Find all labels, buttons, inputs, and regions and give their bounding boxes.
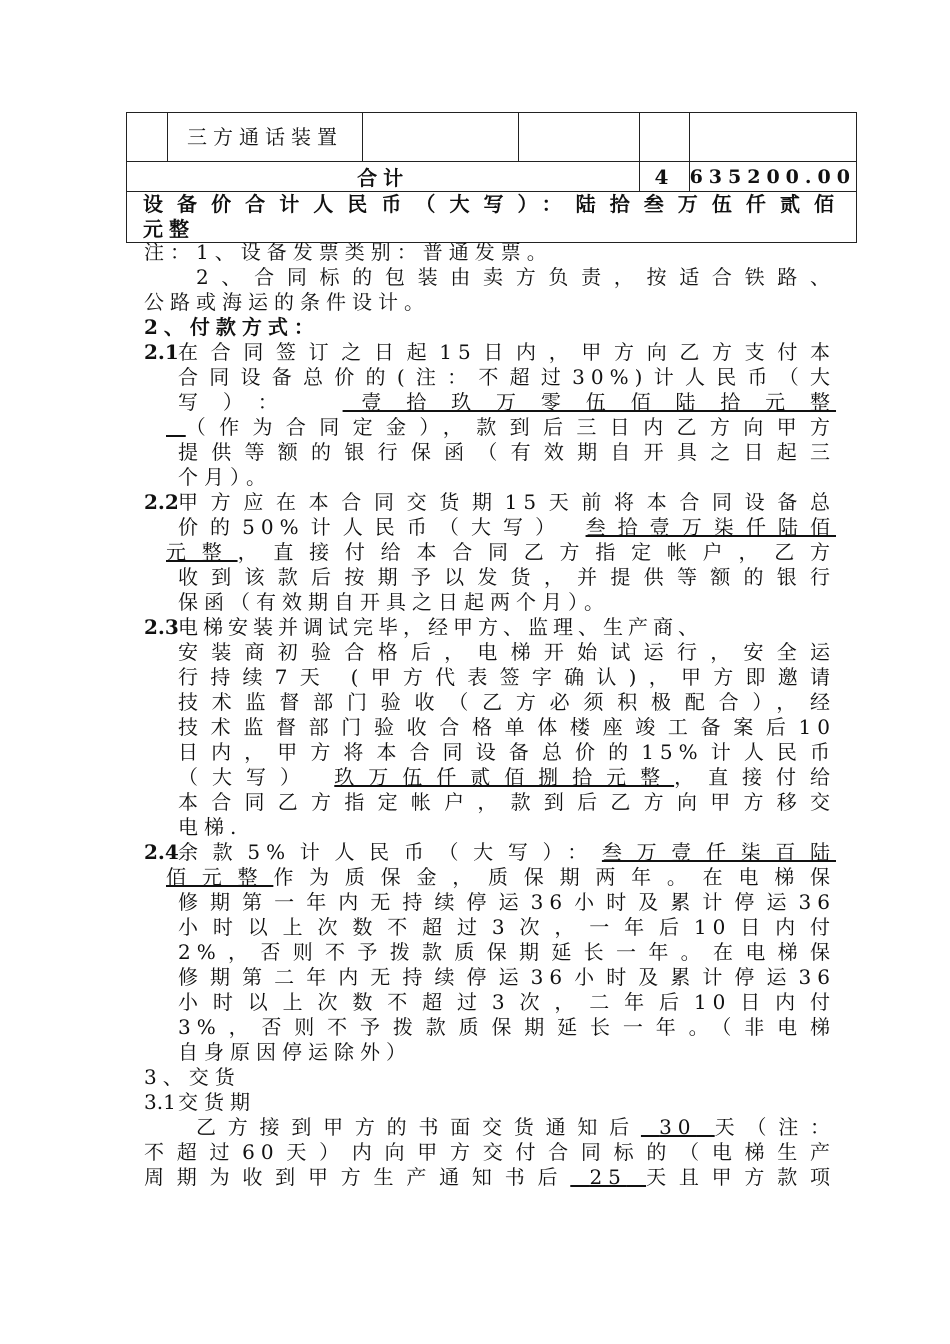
clause-2-3-number: 2.3	[144, 615, 179, 639]
clause-2-4-number: 2.4	[144, 840, 179, 864]
delivery-line-2: 不超过60天）内向甲方交付合同标的（电梯生产	[144, 1140, 836, 1164]
sum-text-line2: 元整	[143, 217, 195, 241]
delivery-line-1: 乙方接到甲方的书面交货通知后 30 天（注：	[196, 1115, 837, 1139]
note-1: 注：1、设备发票类别：普通发票。	[144, 240, 553, 264]
sum-text-line1: 设备价合计人民币（大写）：陆拾叁万伍仟贰佰	[143, 192, 840, 216]
table-row	[127, 113, 857, 162]
clause-2-3: 电梯安装并调试完毕，经甲方、监理、生产商、 安装商初验合格后，电梯开始试运行，安全运 行持续7天 (甲方代表签字确认)，甲方即邀请 技术监督部门验收（乙方必须积极配合），经 技术监督部门验收合格单体楼座竣工备案后10 日内，甲方将本合同设备总价的15%计人民币 （大写） 玖万伍仟贰佰捌拾元整，直接付给 本合同乙方指定帐户，款到后乙方向甲方移交 电梯.	[178, 615, 837, 839]
clause-2-1-number: 2.1	[144, 340, 179, 364]
clause-2-4: 余款5%计人民币（大写）：叁万壹仟柒百陆 佰元整作为质保金，质保期两年。在电梯保 修期第一年内无持续停运36小时及累计停运36 小时以上次数不超过3次，一年后10日内付 2%，否则不予拨款质保期延长一年。在电梯保 修期第二年内无持续停运36小时及累计停运36 小时以上次数不超过3次，二年后10日内付 3%，否则不予拨款质保期延长一年。（非电梯 自身原因停运除外）	[166, 840, 837, 1064]
deposit-amount: 壹拾玖万零伍佰陆拾元整	[342, 390, 837, 414]
equipment-table	[126, 112, 857, 243]
delivery-heading: 3、交货	[144, 1065, 241, 1089]
delivery-sub-number: 3.1	[144, 1090, 176, 1114]
total-label: 合计	[127, 162, 640, 192]
clause-2-2-number: 2.2	[144, 490, 179, 514]
delivery-line-3: 周期为收到甲方生产通知书后 25 天且甲方款项	[144, 1165, 837, 1189]
total-quantity: 4	[640, 162, 689, 192]
note-2-line1: 2、合同标的包装由卖方负责，按适合铁路、	[196, 265, 836, 289]
note-2-line2: 公路或海运的条件设计。	[144, 290, 430, 314]
sum-row	[127, 192, 857, 243]
payment-heading: 2、付款方式：	[144, 315, 320, 339]
acceptance-payment-amount: 玖万伍仟贰佰捌拾元整	[334, 765, 675, 789]
clause-2-2: 甲方应在本合同交货期15天前将本合同设备总 价的50%计人民币（大写） 叁拾壹万柒仟陆佰 元整，直接付给本合同乙方指定帐户，乙方 收到该款后按期予以发货，并提供等额的银行 保函（有效期自开具之日起两个月）。	[166, 490, 837, 614]
delivery-days: 30	[659, 1115, 697, 1139]
production-days: 25	[589, 1165, 627, 1189]
delivery-sub-title: 交货期	[178, 1090, 256, 1114]
total-amount: 635200.00	[689, 162, 856, 192]
warranty-amount: 叁万壹仟柒百陆	[601, 840, 836, 864]
total-row	[127, 162, 857, 192]
item-name-cell: 三方通话装置	[167, 113, 362, 162]
shipment-payment-amount: 叁拾壹万柒仟陆佰	[585, 515, 836, 539]
clause-2-1: 在合同签订之日起15日内，甲方向乙方支付本 合同设备总价的(注：不超过30%)计人民币（大 写）： 壹拾玖万零伍佰陆拾元整 （作为合同定金），款到后三日内乙方向甲方 提供等额的银行保函（有效期自开具之日起三 个月）。	[178, 340, 837, 489]
